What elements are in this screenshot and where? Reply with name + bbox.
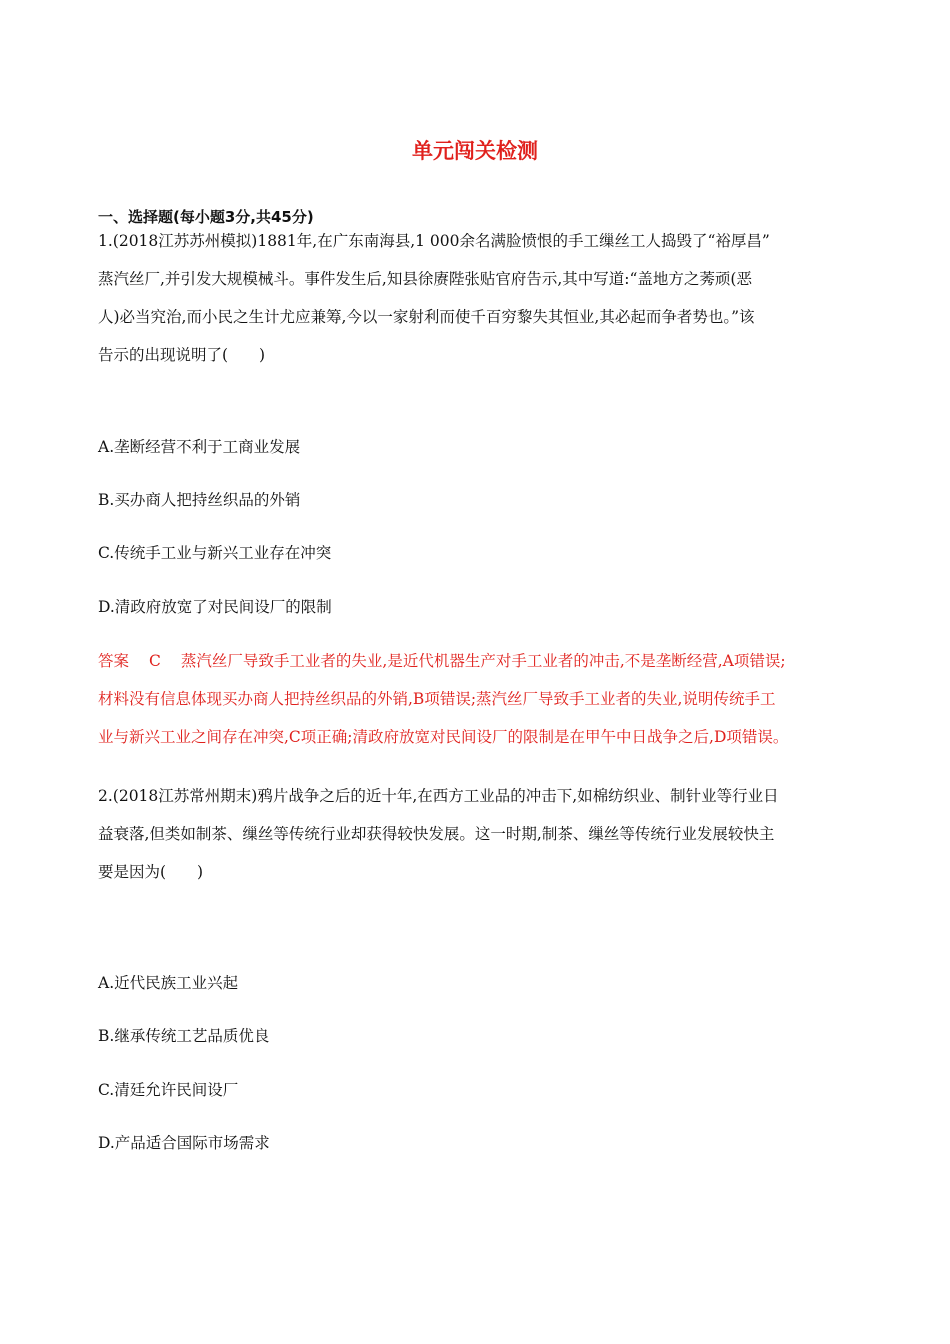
question-1-line: 蒸汽丝厂,并引发大规模械斗。事件发生后,知县徐赓陛张贴官府告示,其中写道:“盖地方之莠顽(恶 — [98, 270, 752, 288]
answer-line: 业与新兴工业之间存在冲突,C项正确;清政府放宽对民间设厂的限制是在甲午中日战争之后,D项错误。 — [98, 728, 789, 746]
question-2-line: 要是因为( ) — [98, 863, 204, 881]
question-2-option-c: C.清廷允许民间设厂 — [98, 1081, 239, 1099]
question-2-stem — [98, 777, 850, 891]
question-1-line: 告示的出现说明了( ) — [98, 346, 266, 364]
answer-explanation: 蒸汽丝厂导致手工业者的失业,是近代机器生产对手工业者的冲击,不是垄断经营,A项错误; — [180, 652, 786, 670]
question-2-line: 2.(2018江苏常州期末)鸦片战争之后的近十年,在西方工业品的冲击下,如棉纺织业、制针业等行业日 — [98, 787, 779, 805]
question-2-option-a: A.近代民族工业兴起 — [98, 974, 239, 992]
question-1-line: 1.(2018江苏苏州模拟)1881年,在广东南海县,1 000余名满脸愤恨的手工缫丝工人捣毁了“裕厚昌” — [98, 232, 770, 250]
question-1-option-d: D.清政府放宽了对民间设厂的限制 — [98, 598, 332, 616]
page-title: 单元闯关检测 — [412, 139, 538, 163]
question-1-option-a: A.垄断经营不利于工商业发展 — [98, 438, 301, 456]
question-1-answer — [98, 642, 850, 756]
answer-letter: C — [149, 652, 161, 670]
answer-label: 答案 — [98, 652, 130, 670]
question-2-line: 益衰落,但类如制茶、缫丝等传统行业却获得较快发展。这一时期,制茶、缫丝等传统行业发展较快主 — [98, 825, 775, 843]
question-2-option-b: B.继承传统工艺品质优良 — [98, 1027, 270, 1045]
question-1-stem — [98, 222, 850, 374]
question-1-line: 人)必当究治,而小民之生计尤应兼筹,今以一家射利而使千百穷黎失其恒业,其必起而争者势也。”该 — [98, 308, 755, 326]
question-1-option-b: B.买办商人把持丝织品的外销 — [98, 491, 301, 509]
answer-line — [98, 642, 850, 680]
question-1-option-c: C.传统手工业与新兴工业存在冲突 — [98, 544, 332, 562]
answer-line: 材料没有信息体现买办商人把持丝织品的外销,B项错误;蒸汽丝厂导致手工业者的失业,说明传统手工 — [98, 690, 776, 708]
section-heading: 一、选择题(每小题3分,共45分) — [98, 208, 314, 226]
question-2-option-d: D.产品适合国际市场需求 — [98, 1134, 270, 1152]
